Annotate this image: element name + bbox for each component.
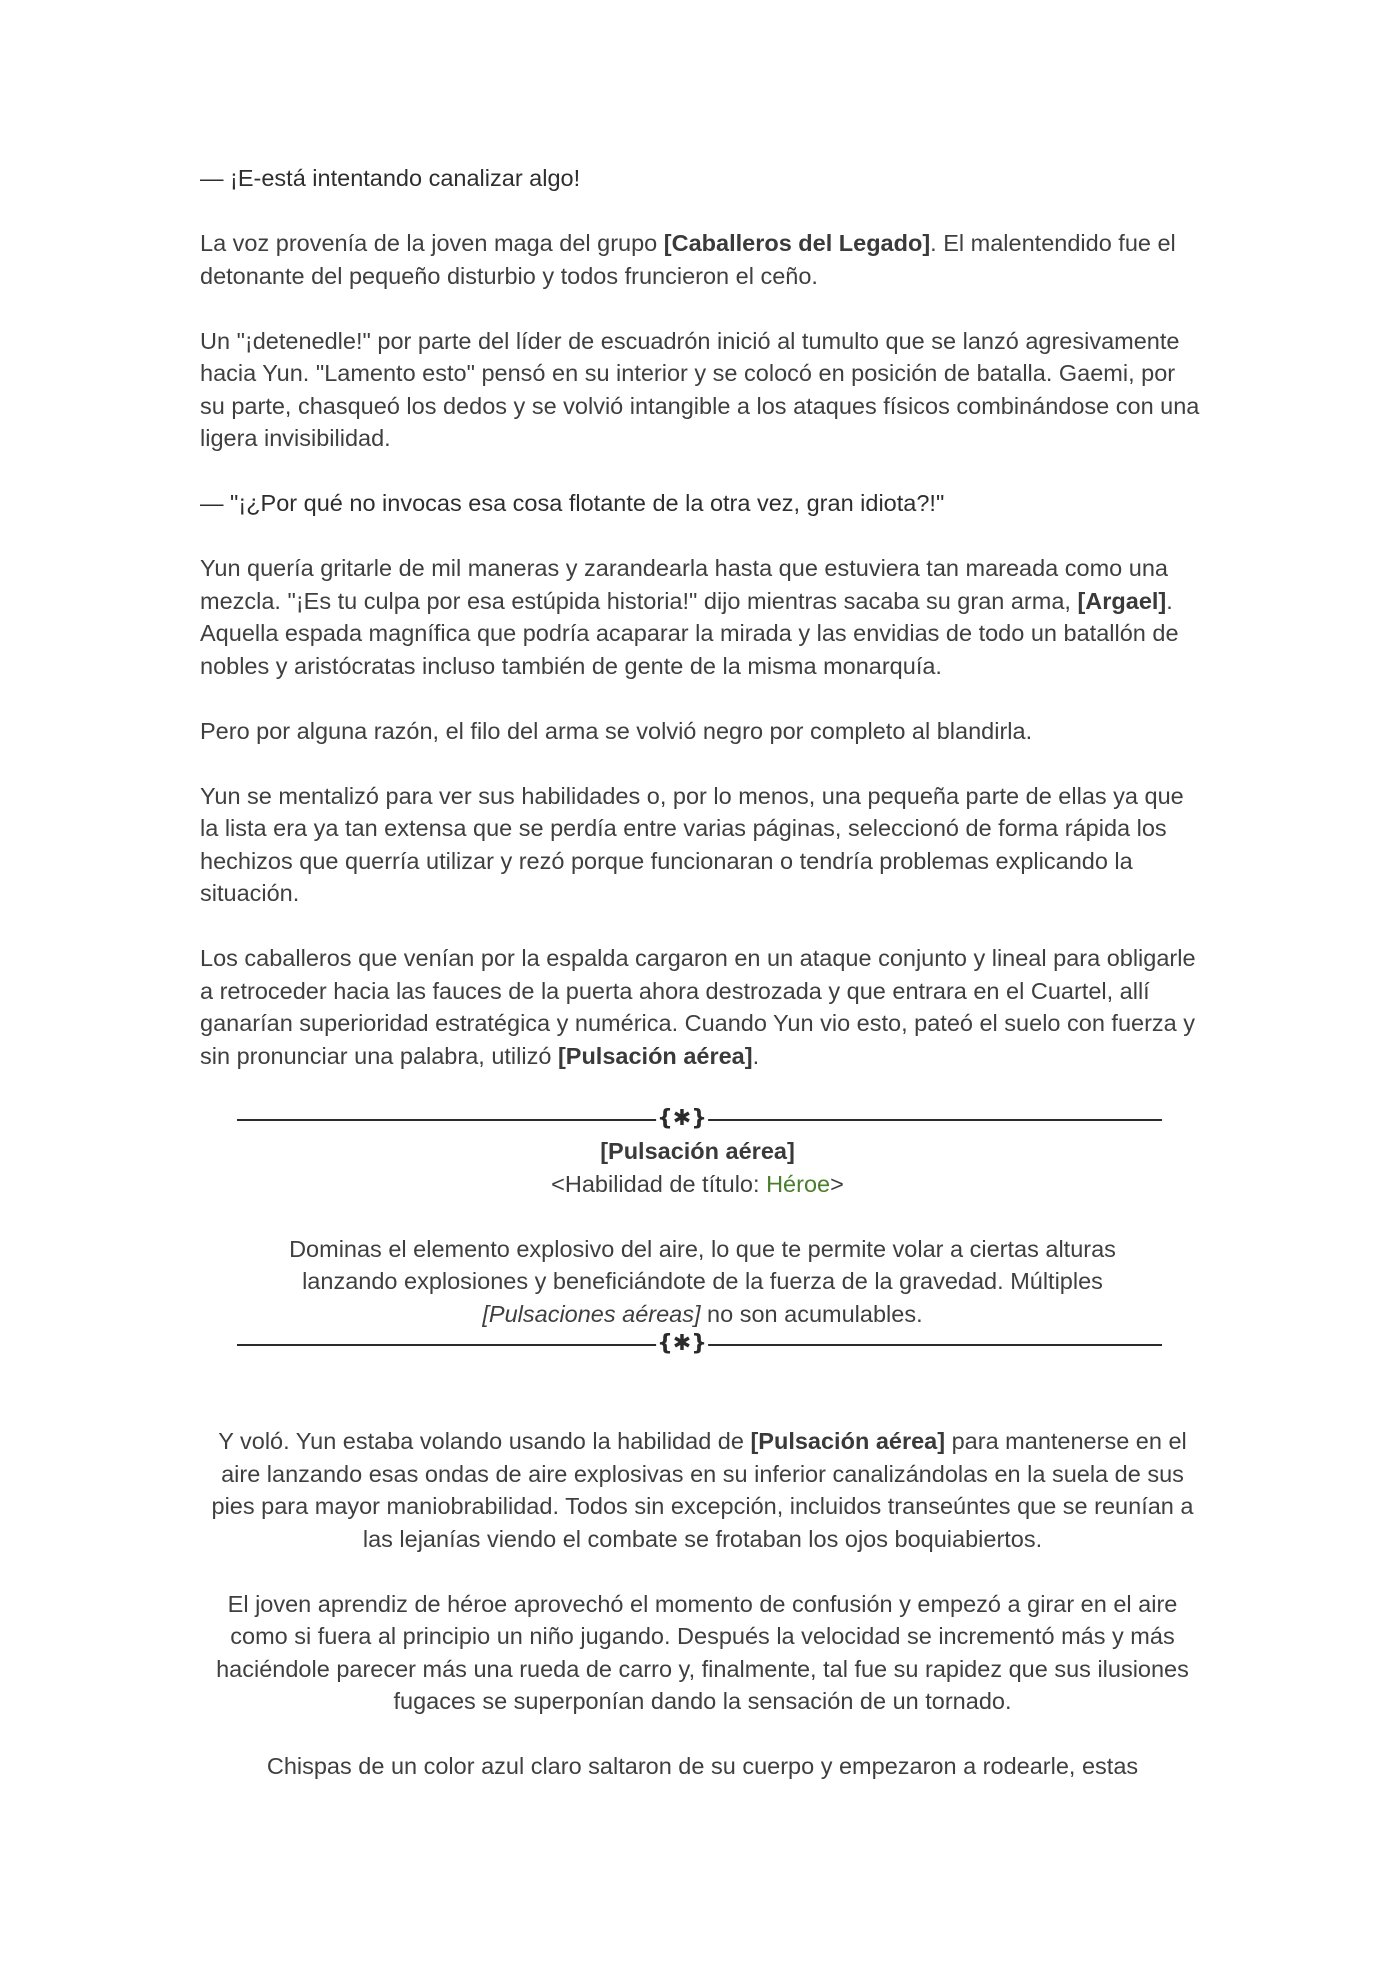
dialogue-line: — "¡¿Por qué no invocas esa cosa flotante de la otra vez, gran idiota?!": [200, 490, 945, 516]
paragraph: Un "¡detenedle!" por parte del líder de escuadrón inició al tumulto que se lanzó agresivamente hacia Yun. "Lamento esto" pensó en su interior y se colocó en posición de batalla. Gaemi, por su parte, chasqueó los dedos y se volvió intangible a los ataques físicos combinándose con una ligera invisibilidad.: [200, 327, 1200, 451]
asterisk-ornament-icon: {✱}: [657, 1106, 707, 1131]
bold-term: [Caballeros del Legado]: [663, 230, 931, 256]
paragraph: Los caballeros que venían por la espalda cargaron en un ataque conjunto y lineal para obligarle a retroceder hacia las fauces de la puerta ahora destrozada y que entrara en el Cuartel, allí ganarían superioridad estratégica y numérica. Cuando Yun vio esto, pateó el suelo con fuerza y sin pronunciar una palabra, utilizó [Pulsación aérea].: [200, 945, 1196, 1069]
bold-term: [Pulsación aérea]: [750, 1428, 946, 1454]
asterisk-ornament-icon: {✱}: [657, 1331, 707, 1356]
paragraph: Chispas de un color azul claro saltaron de su cuerpo y empezaron a rodearle, estas: [266, 1753, 1139, 1779]
dialogue-line: — ¡E-está intentando canalizar algo!: [200, 165, 581, 191]
skill-box: [200, 1105, 1205, 1360]
paragraph: Y voló. Yun estaba volando usando la habilidad de [Pulsación aérea] para mantenerse en el aire lanzando esas ondas de aire explosivas en su inferior canalizándolas en la suela de sus pies para mayor maniobrabilidad. Todos sin excepción, incluidos transeúntes que se reunían a las lejanías viendo el combate se frotaban los ojos boquiabiertos.: [211, 1428, 1194, 1552]
paragraph: Yun se mentalizó para ver sus habilidades o, por lo menos, una pequeña parte de ellas ya que la lista era ya tan extensa que se perdía entre varias páginas, seleccionó de forma rápida los hechizos que querría utilizar y rezó porque funcionaran o tendría problemas explicando la situación.: [200, 782, 1184, 906]
skill-title: [Pulsación aérea]: [600, 1138, 795, 1164]
skill-description: Dominas el elemento explosivo del aire, lo que te permite volar a ciertas alturas lanzando explosiones y beneficiándote de la fuerza de la gravedad. Múltiples [Pulsaciones aéreas] no son acumulables.: [289, 1235, 1116, 1327]
skill-subtitle: <Habilidad de título: Héroe>: [551, 1170, 844, 1197]
paragraph: El joven aprendiz de héroe aprovechó el momento de confusión y empezó a girar en el aire como si fuera al principio un niño jugando. Después la velocidad se incrementó más y más haciéndole parecer más una rueda de carro y, finalmente, tal fue su rapidez que sus ilusiones fugaces se superponían dando la sensación de un tornado.: [216, 1590, 1189, 1714]
paragraph: Yun quería gritarle de mil maneras y zarandearla hasta que estuviera tan mareada como una mezcla. "¡Es tu culpa por esa estúpida historia!" dijo mientras sacaba su gran arma, [Argael]. Aquella espada magnífica que podría acaparar la mirada y las envidias de todo un batallón de nobles y aristócratas incluso también de gente de la misma monarquía.: [200, 555, 1179, 679]
story-text: [200, 162, 1205, 1783]
divider-top: [200, 1105, 1205, 1135]
paragraph: Pero por alguna razón, el filo del arma se volvió negro por completo al blandirla.: [200, 717, 1033, 744]
paragraph: La voz provenía de la joven maga del grupo [Caballeros del Legado]. El malentendido fue el detonante del pequeño disturbio y todos fruncieron el ceño.: [200, 230, 1176, 289]
bold-term: [Argael]: [1077, 587, 1167, 614]
divider-bottom: [200, 1330, 1205, 1360]
italic-term: [Pulsaciones aéreas]: [482, 1300, 701, 1327]
skill-class-highlight: Héroe: [766, 1170, 831, 1197]
bold-term: [Pulsación aérea]: [557, 1042, 753, 1069]
